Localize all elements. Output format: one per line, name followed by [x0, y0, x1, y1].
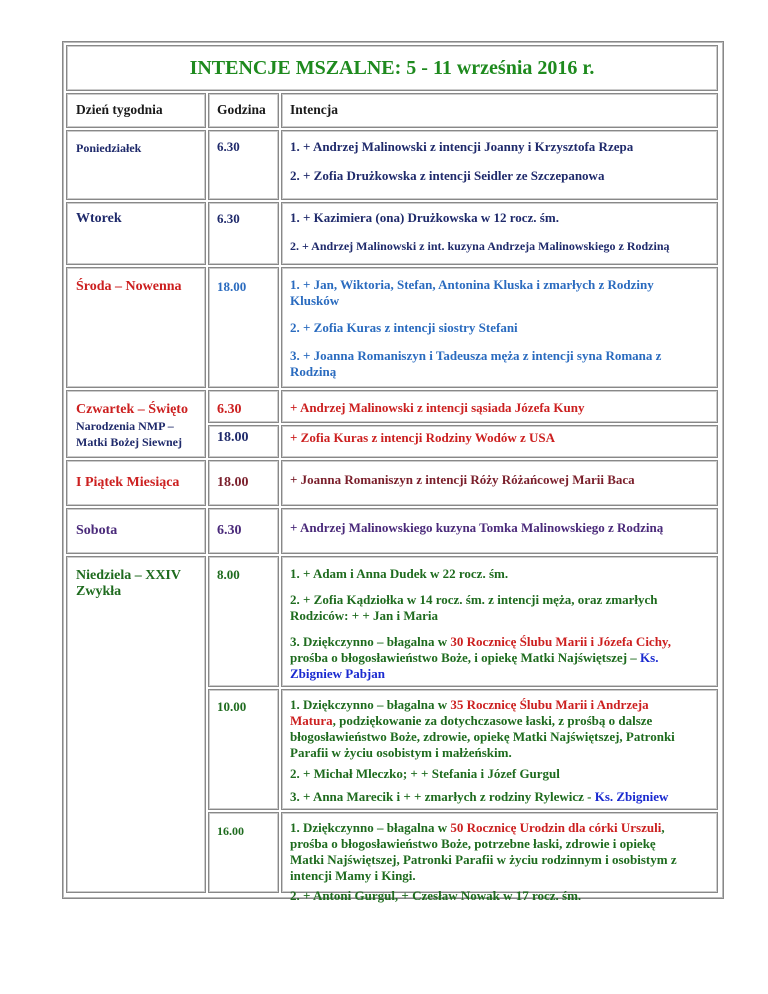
thursday-sub-2: Matki Bożej Siewnej: [76, 435, 182, 449]
monday-day: Poniedziałek: [76, 141, 142, 155]
thursday-intention-2: + Zofia Kuras z intencji Rodziny Wodów z USA: [290, 430, 556, 445]
sunday-8-intention-3b: prośba o błogosławieństwo Boże, i opiekę Matki Najświętszej – Ks.: [290, 650, 659, 665]
header-time: Godzina: [217, 102, 266, 117]
tuesday-day: Wtorek: [76, 211, 122, 226]
saturday-intention-1: + Andrzej Malinowskiego kuzyna Tomka Malinowskiego z Rodziną: [290, 520, 664, 535]
sunday-16-intention-2: 2. + Antoni Gurgul, + Czesław Nowak w 17 rocz. śm.: [290, 888, 582, 903]
sunday-time-2: 10.00: [217, 699, 247, 714]
sunday-16-intention-1c: Matki Najświętszej, Patronki Parafii w życiu rodzinnym i osobistym z: [290, 852, 677, 867]
sunday-day-2: Zwykła: [76, 584, 122, 599]
sunday-day-cell: [66, 556, 206, 893]
thursday-day: Czwartek – Święto: [76, 402, 188, 417]
sunday-10-intention-1b: Matura, podziękowanie za dotychczasowe łaski, z prośbą o dalsze: [290, 713, 653, 728]
header-intention-cell: [281, 93, 718, 128]
friday-time: 18.00: [217, 475, 249, 490]
sunday-10-intention-1d: Parafii w życiu osobistym i małżeńskim.: [290, 745, 512, 760]
wednesday-intention-3b: Rodziną: [290, 364, 337, 379]
wednesday-intention-3a: 3. + Joanna Romaniszyn i Tadeusza męża z intencji syna Romana z: [290, 348, 662, 363]
sunday-10-intention-1c: błogosławieństwo Boże, zdrowie, opiekę Matki Najświętszej, Patronki: [290, 729, 675, 744]
sunday-8-intention-3c: Zbigniew Pabjan: [290, 666, 385, 681]
wednesday-day: Środa – Nowenna: [76, 279, 182, 294]
wednesday-intention-1a: 1. + Jan, Wiktoria, Stefan, Antonina Kluska i zmarłych z Rodziny: [290, 277, 654, 292]
friday-day: I Piątek Miesiąca: [76, 475, 180, 490]
tuesday-time: 6.30: [217, 211, 240, 226]
thursday-intention-1: + Andrzej Malinowski z intencji sąsiada Józefa Kuny: [290, 400, 585, 415]
header-intention: Intencja: [290, 102, 338, 117]
wednesday-intention-1b: Klusków: [290, 293, 340, 308]
wednesday-intention-2: 2. + Zofia Kuras z intencji siostry Stefani: [290, 320, 518, 335]
monday-intention-2: 2. + Zofia Drużkowska z intencji Seidler ze Szczepanowa: [290, 168, 605, 183]
sunday-16-intention-1a: 1. Dziękczynno – błagalna w 50 Rocznicę Urodzin dla córki Urszuli,: [290, 820, 665, 835]
friday-intention-1: + Joanna Romaniszyn z intencji Róży Różańcowej Marii Baca: [290, 472, 635, 487]
thursday-sub-1: Narodzenia NMP –: [76, 419, 174, 433]
sunday-8-intention-3a: 3. Dziękczynno – błagalna w 30 Rocznicę Ślubu Marii i Józefa Cichy,: [290, 634, 671, 649]
header-day: Dzień tygodnia: [76, 102, 163, 117]
sunday-8-intention-2a: 2. + Zofia Kądziołka w 14 rocz. śm. z intencji męża, oraz zmarłych: [290, 592, 658, 607]
sunday-16-intention-1d: intencji Mamy i Kingi.: [290, 868, 416, 883]
tuesday-intention-2: 2. + Andrzej Malinowski z int. kuzyna Andrzeja Malinowskiego z Rodziną: [290, 239, 670, 253]
page-title: INTENCJE MSZALNE: 5 - 11 września 2016 r.: [189, 56, 595, 79]
wednesday-time: 18.00: [217, 279, 247, 294]
sunday-time-3: 16.00: [217, 824, 244, 838]
saturday-time: 6.30: [217, 523, 242, 538]
thursday-time-1: 6.30: [217, 402, 242, 417]
tuesday-intention-1: 1. + Kazimiera (ona) Drużkowska w 12 rocz. śm.: [290, 210, 559, 225]
sunday-16-intention-1b: prośba o błogosławieństwo Boże, potrzebne łaski, zdrowie i opiekę: [290, 836, 656, 851]
sunday-day-1: Niedziela – XXIV: [76, 568, 181, 583]
sunday-time-1: 8.00: [217, 567, 240, 582]
saturday-day: Sobota: [76, 523, 118, 538]
sunday-10-intention-3: 3. + Anna Marecik i + + zmarłych z rodziny Rylewicz - Ks. Zbigniew: [290, 789, 669, 804]
monday-intention-1: 1. + Andrzej Malinowski z intencji Joanny i Krzysztofa Rzepa: [290, 139, 634, 154]
sunday-10-intention-1a: 1. Dziękczynno – błagalna w 35 Rocznicę Ślubu Marii i Andrzeja: [290, 697, 649, 712]
sunday-8-intention-2b: Rodziców: + + Jan i Maria: [290, 608, 439, 623]
sunday-8-intention-1: 1. + Adam i Anna Dudek w 22 rocz. śm.: [290, 566, 509, 581]
thursday-time-2: 18.00: [217, 430, 249, 445]
monday-time: 6.30: [217, 139, 240, 154]
sunday-10-intention-2: 2. + Michał Mleczko; + + Stefania i Józef Gurgul: [290, 766, 560, 781]
